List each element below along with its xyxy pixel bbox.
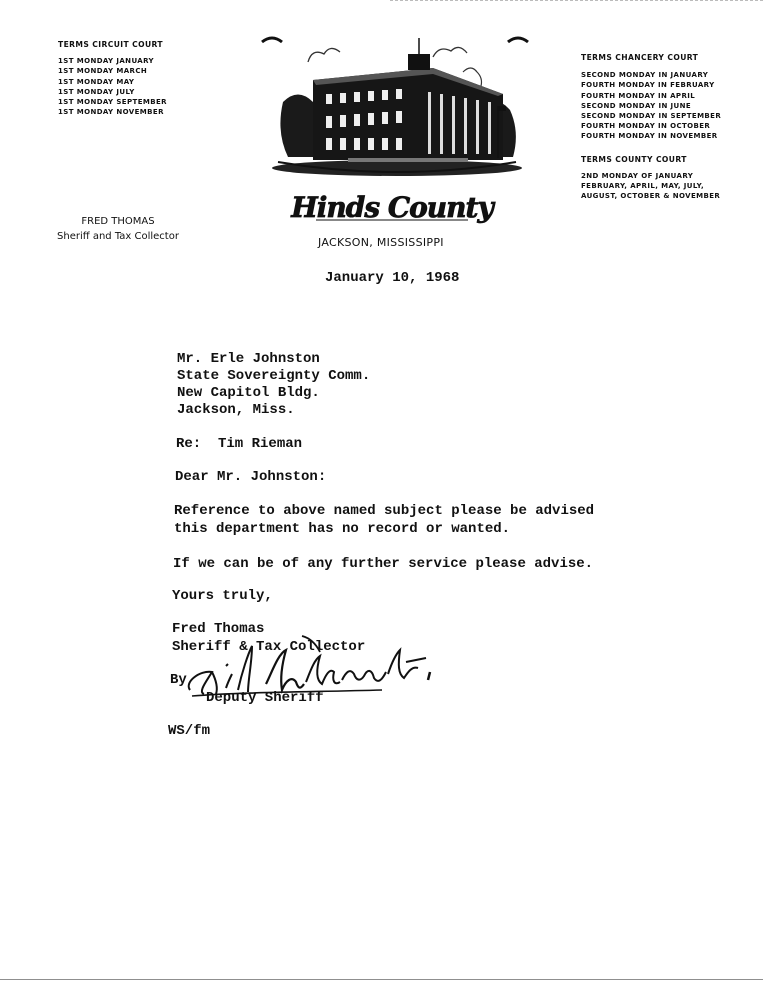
letter-date: January 10, 1968 — [325, 270, 460, 286]
county-term: 2ND MONDAY OF JANUARY — [581, 172, 694, 181]
courthouse-illustration — [258, 32, 536, 182]
body-line: Reference to above named subject please be advised — [174, 503, 595, 519]
county-term: AUGUST, OCTOBER & NOVEMBER — [581, 192, 721, 201]
chancery-term: FOURTH MONDAY IN OCTOBER — [581, 122, 711, 131]
body-line: If we can be of any further service please advise. — [173, 556, 594, 572]
chancery-term: FOURTH MONDAY IN FEBRUARY — [581, 81, 715, 90]
circuit-term: 1ST MONDAY NOVEMBER — [58, 108, 164, 117]
deputy-title: Deputy Sheriff — [206, 690, 324, 706]
city-label: JACKSON, MISSISSIPPI — [318, 236, 444, 249]
circuit-term: 1ST MONDAY SEPTEMBER — [58, 98, 167, 107]
address-line: Jackson, Miss. — [177, 402, 295, 418]
address-line: Mr. Erle Johnston — [177, 351, 320, 367]
circuit-term: 1ST MONDAY MARCH — [58, 67, 148, 76]
chancery-term: SECOND MONDAY IN JUNE — [581, 101, 692, 110]
subject-line: Re: Tim Rieman — [176, 436, 303, 452]
handwritten-signature — [182, 632, 462, 702]
salutation: Dear Mr. Johnston: — [175, 469, 327, 485]
circuit-court-heading: TERMS CIRCUIT COURT — [58, 40, 163, 49]
chancery-court-terms — [581, 53, 721, 142]
county-court-terms — [581, 155, 720, 201]
sheriff-name: FRED THOMAS — [81, 216, 155, 227]
typist-initials: WS/fm — [168, 723, 211, 739]
signer-title: Sheriff & Tax Collector — [172, 639, 366, 655]
by-label: By — [170, 672, 187, 688]
chancery-term: FOURTH MONDAY IN APRIL — [581, 91, 696, 100]
hinds-county-logo — [291, 186, 493, 226]
sheriff-block — [38, 214, 198, 244]
sheriff-title: Sheriff and Tax Collector — [57, 231, 179, 242]
chancery-court-heading: TERMS CHANCERY COURT — [581, 53, 699, 62]
address-line: New Capitol Bldg. — [177, 385, 320, 401]
circuit-term: 1ST MONDAY JANUARY — [58, 57, 155, 66]
page-edge-top — [390, 0, 763, 3]
address-line: State Sovereignty Comm. — [177, 368, 371, 384]
svg-text:Hinds County: Hinds County — [291, 191, 493, 224]
circuit-term: 1ST MONDAY MAY — [58, 77, 135, 86]
chancery-term: SECOND MONDAY IN SEPTEMBER — [581, 112, 722, 121]
body-line: this department has no record or wanted. — [174, 521, 511, 537]
county-term: FEBRUARY, APRIL, MAY, JULY, — [581, 182, 705, 191]
chancery-term: FOURTH MONDAY IN NOVEMBER — [581, 132, 718, 141]
county-court-heading: TERMS COUNTY COURT — [581, 155, 687, 164]
circuit-court-terms — [58, 40, 167, 117]
signer-name: Fred Thomas — [172, 621, 265, 637]
circuit-term: 1ST MONDAY JULY — [58, 87, 135, 96]
chancery-term: SECOND MONDAY IN JANUARY — [581, 71, 709, 80]
page-edge-bottom — [0, 979, 763, 980]
closing: Yours truly, — [172, 588, 273, 604]
